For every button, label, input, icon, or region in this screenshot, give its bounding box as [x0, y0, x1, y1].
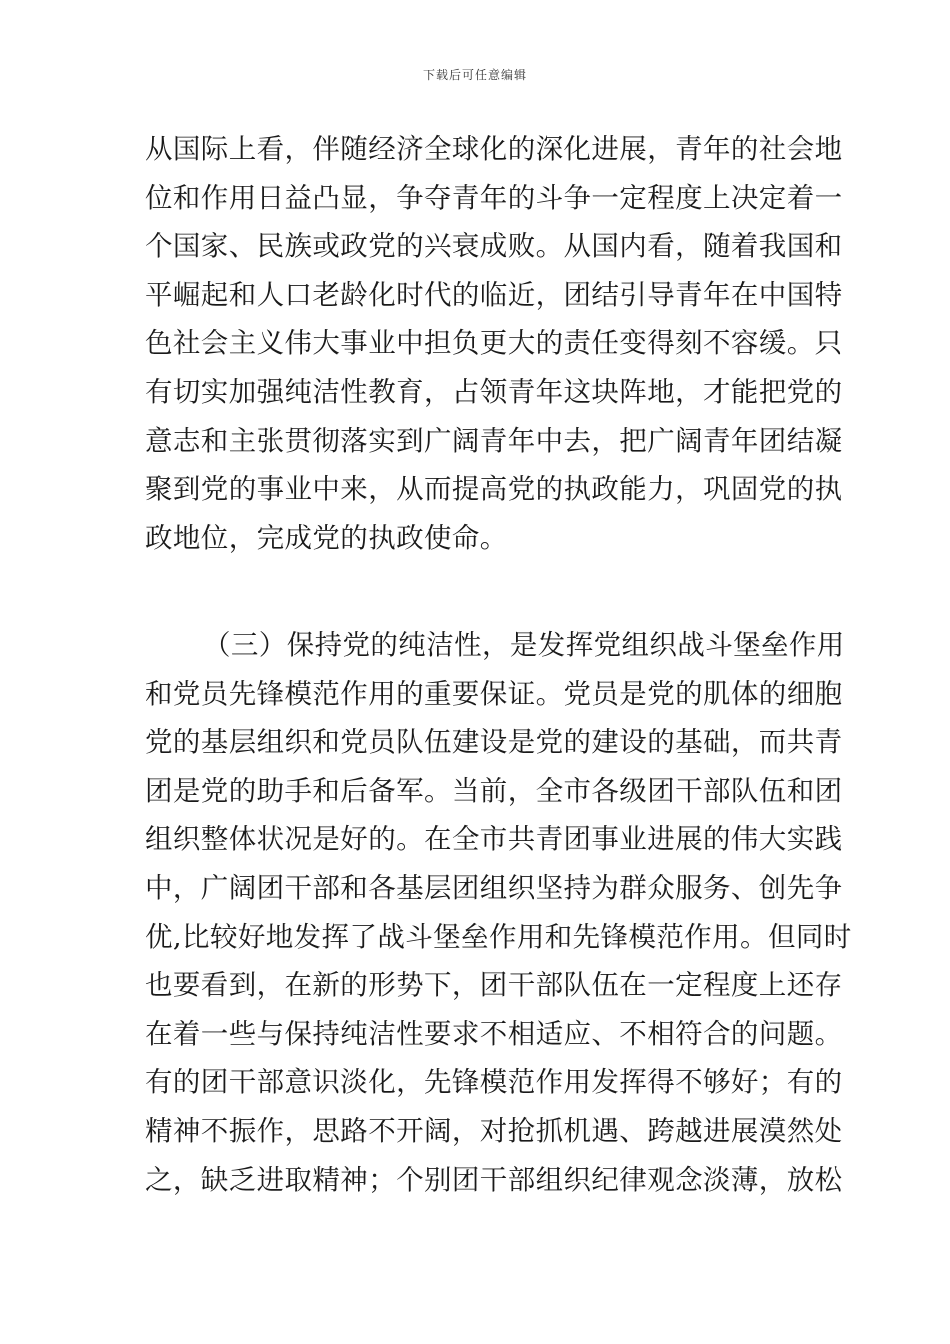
text-line: 从国际上看，伴随经济全球化的深化进展，青年的社会地: [145, 133, 843, 165]
paragraph-2: [145, 621, 852, 1204]
text-line: 组织整体状况是好的。在全市共青团事业进展的伟大实践: [145, 823, 843, 856]
text-line: 平崛起和人口老龄化时代的临近，团结引导青年在中国特: [145, 278, 843, 311]
text-line: 党的基层组织和党员队伍建设是党的建设的基础，而共青: [145, 726, 843, 759]
text-line: 团是党的助手和后备军。当前，全市各级团干部队伍和团: [145, 774, 843, 807]
text-line: 之，缺乏进取精神；个别团干部组织纪律观念淡薄，放松: [145, 1163, 843, 1196]
text-line: 优,比较好地发挥了战斗堡垒作用和先锋模范作用。但同时: [145, 920, 852, 953]
text-line: 色社会主义伟大事业中担负更大的责任变得刻不容缓。只: [145, 327, 843, 360]
text-line: 个国家、民族或政党的兴衰成败。从国内看，随着我国和: [145, 230, 843, 263]
text-line: 位和作用日益凸显，争夺青年的斗争一定程度上决定着一: [145, 181, 843, 214]
text-line: （三）保持党的纯洁性，是发挥党组织战斗堡垒作用: [203, 629, 845, 661]
text-line: 中，广阔团干部和各基层团组织坚持为群众服务、创先争: [145, 871, 843, 904]
text-line: 有的团干部意识淡化，先锋模范作用发挥得不够好；有的: [145, 1066, 843, 1099]
text-line: 在着一些与保持纯洁性要求不相适应、不相符合的问题。: [145, 1017, 843, 1050]
text-line: 聚到党的事业中来，从而提高党的执政能力，巩固党的执: [145, 473, 843, 506]
text-line: 有切实加强纯洁性教育，占领青年这块阵地，才能把党的: [145, 375, 843, 408]
text-line: 和党员先锋模范作用的重要保证。党员是党的肌体的细胞: [145, 677, 843, 710]
text-line: 意志和主张贯彻落实到广阔青年中去，把广阔青年团结凝: [145, 424, 843, 457]
text-line: 也要看到，在新的形势下，团干部队伍在一定程度上还存: [145, 969, 843, 1002]
header-note: 下载后可任意编辑: [422, 68, 527, 82]
paragraph-1: [145, 125, 843, 562]
text-line: 精神不振作，思路不开阔，对抢抓机遇、跨越进展漠然处: [145, 1114, 843, 1147]
text-line: 政地位，完成党的执政使命。: [145, 521, 508, 554]
